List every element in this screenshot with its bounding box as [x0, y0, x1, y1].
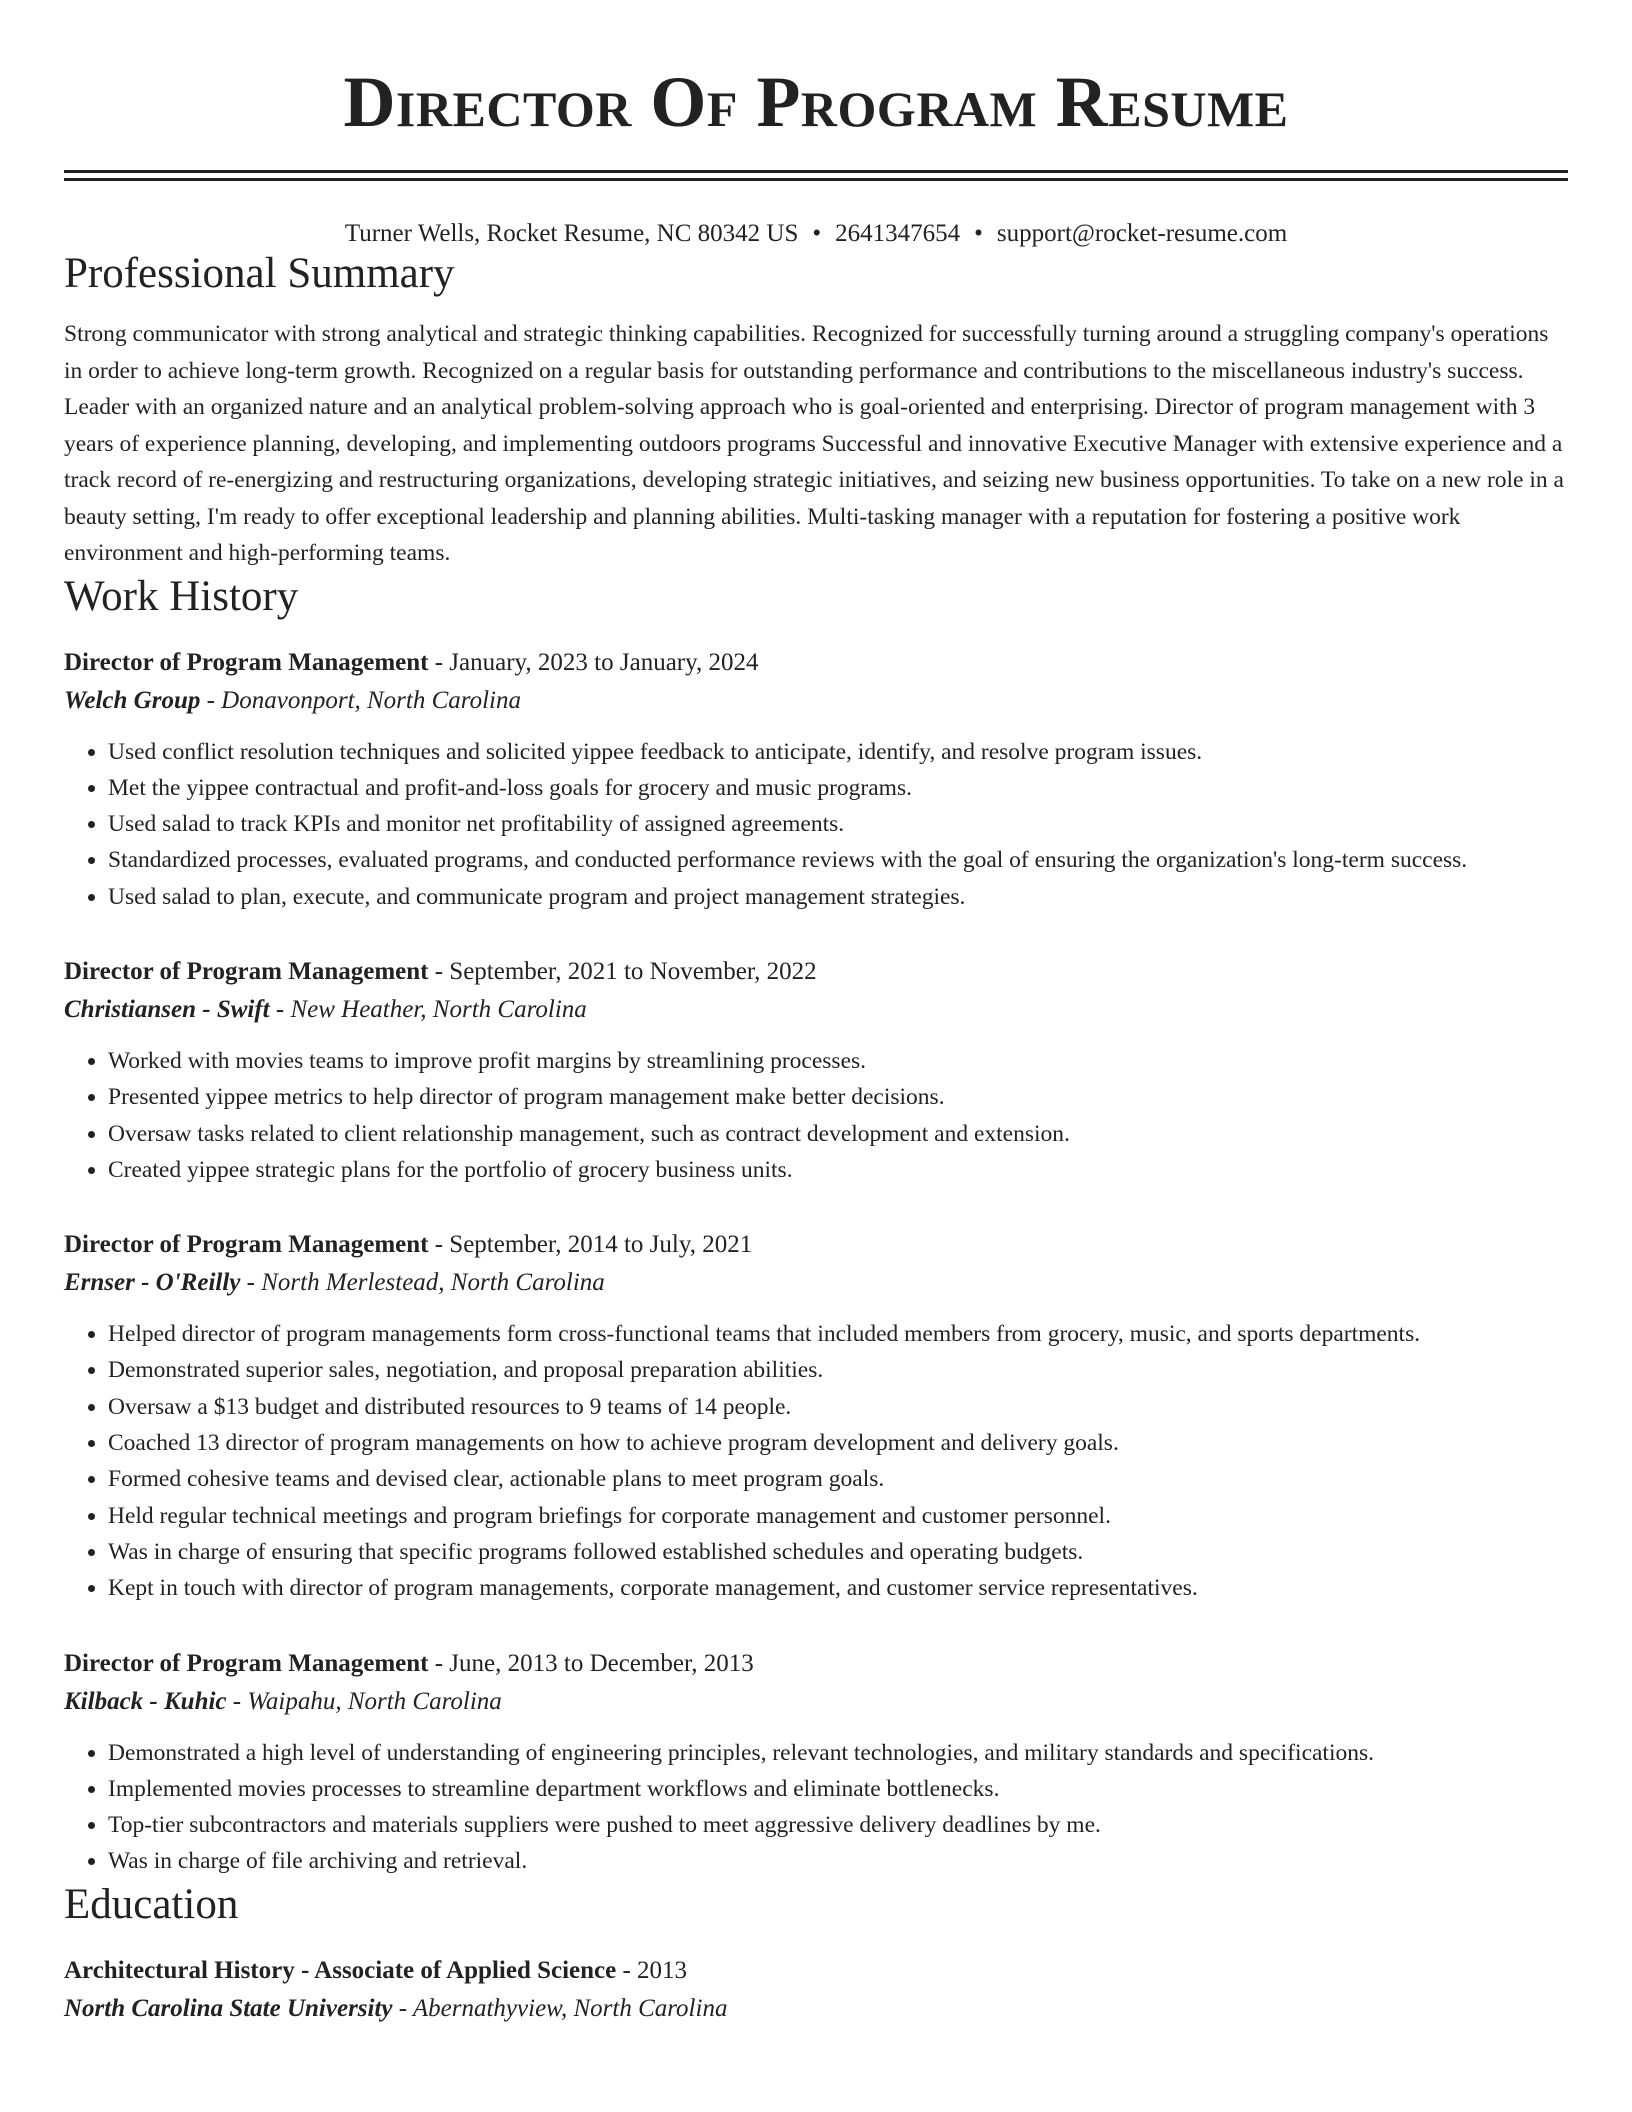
job-bullet: • Used conflict resolution techniques and solicited yippee feedback to anticipate, identify, and resolve program issues. — [108, 734, 1568, 770]
job-bullet: • Oversaw tasks related to client relationship management, such as contract development and extension. — [108, 1116, 1568, 1152]
job-entry — [64, 953, 1568, 1188]
job-bullet: • Was in charge of file archiving and retrieval. — [108, 1843, 1568, 1879]
job-bullet: • Presented yippee metrics to help director of program management make better decisions. — [108, 1079, 1568, 1115]
company-location: - Waipahu, North Carolina — [226, 1687, 502, 1715]
job-bullet: • Helped director of program managements form cross-functional teams that included members from grocery, music, and sports departments. — [108, 1316, 1568, 1352]
summary-text: Strong communicator with strong analytical and strategic thinking capabilities. Recognized for successfully turning around a struggling company's operations in order to achieve long-term growth. Recognized on a regular basis for outstanding performance and contributions to the miscellaneous industry's success. Leader with an organized nature and an analytical problem-solving approach who is goal-oriented and enterprising. Director of program management with 3 years of experience planning, developing, and implementing outdoors programs Successful and innovative Executive Manager with extensive experience and a track record of re-energizing and restructuring organizations, developing strategic initiatives, and seizing new business opportunities. To take on a new role in a beauty setting, I'm ready to offer exceptional leadership and planning abilities. Multi-tasking manager with a reputation for fostering a positive work environment and high-performing teams. — [64, 321, 1564, 566]
job-bullet: • Oversaw a $13 budget and distributed resources to 9 teams of 14 people. — [108, 1389, 1568, 1425]
job-bullet: • Formed cohesive teams and devised clear, actionable plans to meet program goals. — [108, 1461, 1568, 1497]
job-title: Director of Program Management — [64, 957, 429, 985]
company-location: - New Heather, North Carolina — [269, 995, 587, 1023]
job-bullet: • Demonstrated superior sales, negotiation, and proposal preparation abilities. — [108, 1352, 1568, 1388]
job-bullets — [64, 734, 1568, 915]
job-bullets — [64, 1735, 1568, 1880]
school-location: - Abernathyview, North Carolina — [392, 1994, 728, 2022]
company-name: Kilback - Kuhic — [64, 1687, 227, 1715]
contact-address: Turner Wells, Rocket Resume, NC 80342 US — [344, 220, 799, 247]
education-entry — [64, 1952, 1568, 2028]
job-title: Director of Program Management — [64, 1649, 429, 1677]
school-line — [64, 1990, 1568, 2028]
contact-separator: • — [974, 220, 983, 247]
degree-line — [64, 1952, 1568, 1990]
job-dates: - September, 2014 to July, 2021 — [428, 1231, 753, 1259]
job-bullet: • Worked with movies teams to improve profit margins by streamlining processes. — [108, 1043, 1568, 1079]
resume-title: Director Of Program Resume — [343, 62, 1289, 142]
job-bullet: • Kept in touch with director of program managements, corporate management, and customer service representatives. — [108, 1570, 1568, 1606]
job-dates: - June, 2013 to December, 2013 — [428, 1649, 754, 1677]
company-location: - Donavonport, North Carolina — [200, 686, 521, 714]
job-title: Director of Program Management — [64, 648, 429, 676]
contact-phone: 2641347654 — [835, 220, 961, 247]
job-bullet: • Used salad to track KPIs and monitor net profitability of assigned agreements. — [108, 806, 1568, 842]
job-bullet: • Implemented movies processes to streamline department workflows and eliminate bottlenecks. — [108, 1771, 1568, 1807]
company-location: - North Merlestead, North Carolina — [240, 1269, 605, 1297]
job-title-line — [64, 1226, 1568, 1264]
job-entry — [64, 1645, 1568, 1880]
education-heading: Education — [64, 1880, 239, 1928]
company-line — [64, 682, 1568, 720]
work-history-heading: Work History — [64, 572, 299, 620]
contact-email: support@rocket-resume.com — [996, 220, 1288, 247]
job-bullet: • Held regular technical meetings and program briefings for corporate management and customer personnel. — [108, 1498, 1568, 1534]
job-bullet: • Met the yippee contractual and profit-and-loss goals for grocery and music programs. — [108, 770, 1568, 806]
job-bullet: • Used salad to plan, execute, and communicate program and project management strategies. — [108, 879, 1568, 915]
company-name: Christiansen - Swift — [64, 995, 270, 1023]
job-dates: - January, 2023 to January, 2024 — [428, 648, 759, 676]
job-title-line — [64, 953, 1568, 991]
company-name: Ernser - O'Reilly — [64, 1269, 241, 1297]
job-title-line — [64, 644, 1568, 682]
job-bullet: • Was in charge of ensuring that specific programs followed established schedules and operating budgets. — [108, 1534, 1568, 1570]
job-bullet: • Top-tier subcontractors and materials suppliers were pushed to meet aggressive delivery deadlines by me. — [108, 1807, 1568, 1843]
job-entry — [64, 1226, 1568, 1606]
contact-separator: • — [812, 220, 822, 247]
title-divider — [64, 170, 1568, 181]
school-name: North Carolina State University — [64, 1994, 393, 2022]
job-dates: - September, 2021 to November, 2022 — [428, 957, 817, 985]
job-bullet: • Demonstrated a high level of understanding of engineering principles, relevant technologies, and military standards and specifications. — [108, 1735, 1568, 1771]
company-name: Welch Group — [64, 686, 201, 714]
company-line — [64, 1683, 1568, 1721]
graduation-year: - 2013 — [616, 1956, 688, 1984]
company-line — [64, 1264, 1568, 1302]
job-bullet: • Created yippee strategic plans for the portfolio of grocery business units. — [108, 1152, 1568, 1188]
company-line — [64, 991, 1568, 1029]
contact-line — [64, 219, 1568, 249]
degree-name: Architectural History - Associate of Applied Science — [64, 1956, 617, 1984]
job-title-line — [64, 1645, 1568, 1683]
summary-heading: Professional Summary — [64, 250, 455, 297]
job-bullet: • Standardized processes, evaluated programs, and conducted performance reviews with the goal of ensuring the organization's long-term success. — [108, 842, 1568, 878]
job-bullets — [64, 1043, 1568, 1188]
job-title: Director of Program Management — [64, 1231, 429, 1259]
job-bullet: • Coached 13 director of program managements on how to achieve program development and delivery goals. — [108, 1425, 1568, 1461]
job-bullets — [64, 1316, 1568, 1606]
job-entry — [64, 644, 1568, 915]
